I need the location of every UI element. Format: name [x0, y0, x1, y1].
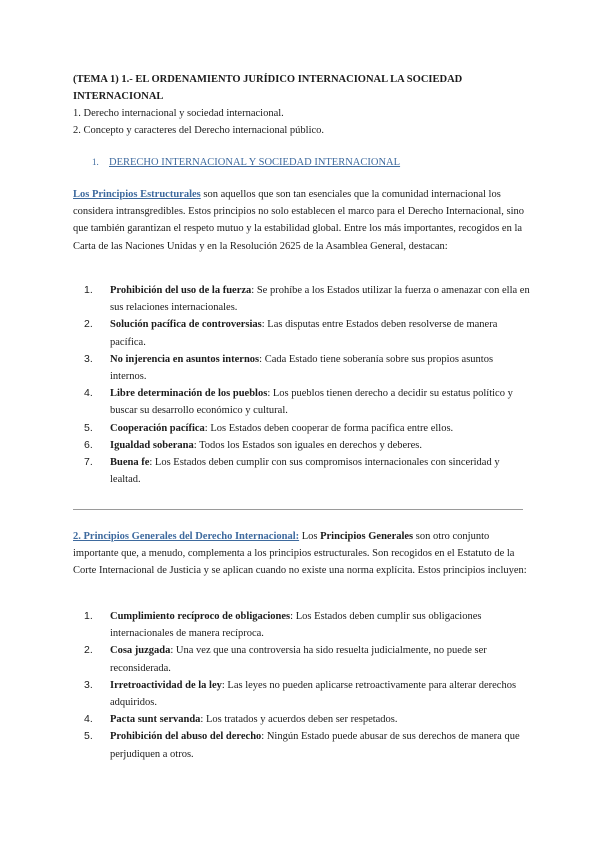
- list-item: 7. Buena fe: Los Estados deben cumplir con sus compromisos internacionales con sinceridad y lealtad.: [84, 456, 500, 486]
- section-1-number: 1.: [92, 157, 99, 167]
- section-1-heading-text: DERECHO INTERNACIONAL Y SOCIEDAD INTERNACIONAL: [109, 157, 401, 168]
- principios-generales-link[interactable]: 2. Principios Generales del Derecho Internacional:: [73, 531, 300, 542]
- principios-generales-bold: Principios Generales: [320, 531, 414, 542]
- general-principles-list: [82, 608, 530, 763]
- toc-item: 1. Derecho internacional y sociedad internacional.: [73, 108, 284, 119]
- list-item: 1. Cumplimiento recíproco de obligaciones: Los Estados deben cumplir sus obligaciones internacionales de manera recíproca.: [84, 610, 482, 640]
- principios-estructurales-link[interactable]: Los Principios Estructurales: [73, 189, 201, 200]
- table-of-contents: [73, 105, 324, 139]
- list-item: 4. Pacta sunt servanda: Los tratados y acuerdos deben ser respetados.: [84, 713, 398, 726]
- document-title: (TEMA 1) 1.- EL ORDENAMIENTO JURÍDICO INTERNACIONAL LA SOCIEDAD INTERNACIONAL: [73, 74, 463, 102]
- list-item: 5. Cooperación pacífica: Los Estados deben cooperar de forma pacífica entre ellos.: [84, 421, 454, 434]
- list-item: 3. No injerencia en asuntos internos: Cada Estado tiene soberanía sobre sus propios asuntos internos.: [84, 352, 494, 383]
- list-item: 6. Igualdad soberana: Todos los Estados son iguales en derechos y deberes.: [84, 438, 423, 451]
- section-2-intro: 2. Principios Generales del Derecho Internacional: Los Principios Generales son otro conjunto importante que, a menudo, complementa a los principios estructurales. Son recogidos en el Estatuto de la Corte Internacional de Justicia y se aplican cuando no existe una norma explícita. Estos principios incluyen:: [73, 531, 527, 577]
- horizontal-divider: [73, 509, 523, 510]
- list-item: 5. Prohibición del abuso del derecho: Ningún Estado puede abusar de sus derechos de manera que perjudiquen a otros.: [84, 730, 520, 760]
- section-1-intro: [73, 186, 529, 255]
- section-1-heading: [92, 157, 400, 168]
- list-item: 3. Irretroactividad de la ley: Las leyes no pueden aplicarse retroactivamente para alterar derechos adquiridos.: [84, 678, 517, 709]
- structural-principles-list: [82, 282, 530, 488]
- list-item: 1. Prohibición del uso de la fuerza: Se prohíbe a los Estados utilizar la fuerza o amenazar con ella en sus relaciones internacionales.: [84, 284, 530, 314]
- list-item: 4. Libre determinación de los pueblos: Los pueblos tienen derecho a decidir su estatus político y buscar su desarrollo económico y cultural.: [84, 387, 513, 417]
- toc-item: 2. Concepto y caracteres del Derecho internacional público.: [73, 125, 325, 136]
- intro-text: son aquellos que son tan esenciales que la comunidad internacional los considera intransgredibles. Estos principios no solo establecen el marco para el Derecho Internacional, sino que también garantizan el respeto mutuo y la estabilidad global. Entre los más importantes, recogidos en la Carta de las Naciones Unidas y en la Resolución 2625 de la Asamblea General, destacan:: [73, 189, 525, 252]
- list-item: 2. Solución pacífica de controversias: Las disputas entre Estados deben resolverse de manera pacífica.: [84, 318, 498, 348]
- list-item: 2. Cosa juzgada: Una vez que una controversia ha sido resuelta judicialmente, no puede ser reconsiderada.: [84, 644, 487, 674]
